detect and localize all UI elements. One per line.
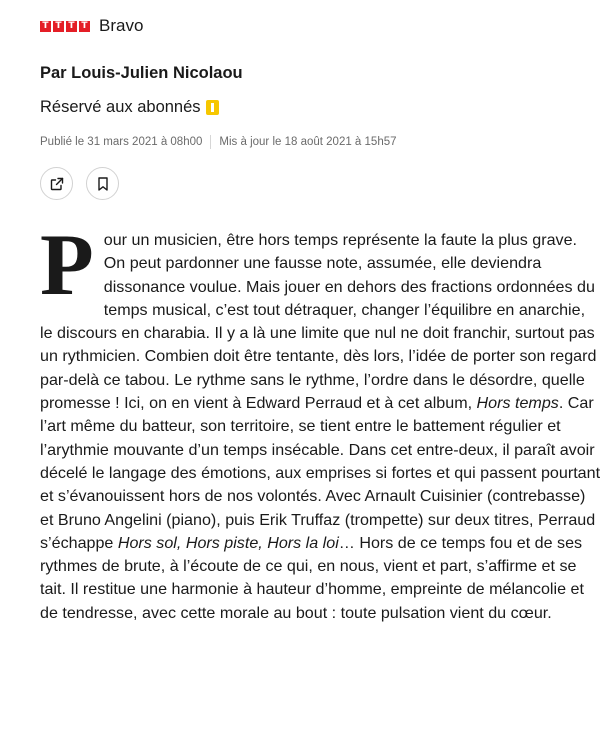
logo-letter: T — [53, 21, 64, 32]
article-dates — [40, 135, 397, 149]
album-title: Hors temps — [476, 394, 559, 413]
bookmark-button[interactable] — [86, 167, 119, 200]
telerama-logo[interactable] — [40, 21, 90, 32]
article-text: our un musicien, être hors temps représente la faute la plus grave. On peut pardonner une fausse note, assumée, elle deviendra dissonance voulue. Mais jouer en dehors des fractions ordonnées du temps musical, c’est tout détraquer, changer l’équilibre en anarchie, le discours en charabia. Il y a là une limite que nul ne doit franchir, surtout pas un rythmicien. Combien doit être tentante, dès lors, l’idée de porter son regard par-delà ce tabou. Le rythme sans le rythme, l’ordre dans le désordre, quelle promesse ! Ici, on en vient à Edward Perraud et à cet album, — [40, 231, 597, 413]
updated-date: Mis à jour le 18 août 2021 à 15h57 — [219, 136, 397, 148]
share-button[interactable] — [40, 167, 73, 200]
track-titles: Hors sol, Hors piste, Hors la loi — [117, 533, 339, 552]
logo-letter: T — [79, 21, 90, 32]
date-separator — [210, 135, 211, 149]
logo-letter: T — [66, 21, 77, 32]
published-date: Publié le 31 mars 2021 à 08h00 — [40, 136, 203, 148]
logo-letter: T — [40, 21, 51, 32]
drop-cap: P — [40, 217, 94, 314]
author-byline[interactable]: Par Louis-Julien Nicolaou — [40, 64, 243, 82]
bookmark-icon — [96, 176, 110, 192]
article-actions — [40, 167, 119, 200]
article-header — [40, 14, 143, 38]
rubric-label[interactable]: Bravo — [99, 16, 144, 35]
subscriber-badge-icon — [206, 100, 219, 115]
subscriber-notice — [40, 98, 219, 117]
article-body — [40, 217, 602, 625]
share-icon — [49, 176, 65, 192]
article-text: . Car l’art même du batteur, son territoire, se tient entre le battement régulier et l’arythmie mouvante d’un temps insécable. Dans cet entre-deux, il paraît avoir décelé le langage des émotions, aux emprises si fortes et qui passent pourtant et s’évanouissent hors de nos volontés. Avec Arnault Cuisinier (contrebasse) et Bruno Angelini (piano), puis Erik Truffaz (trompette) sur deux titres, Perraud s’échappe — [40, 394, 601, 552]
subscriber-label: Réservé aux abonnés — [40, 98, 201, 116]
article-text: … Hors de ce temps fou et de ses rythmes de brute, à l’écoute de ce qui, en nous, vient et part, s’affirme et se tait. Il restitue une harmonie à hauteur d’homme, empreinte de mélancolie et de tendresse, avec cette morale au bout : toute pulsation vient du cœur. — [40, 533, 584, 622]
